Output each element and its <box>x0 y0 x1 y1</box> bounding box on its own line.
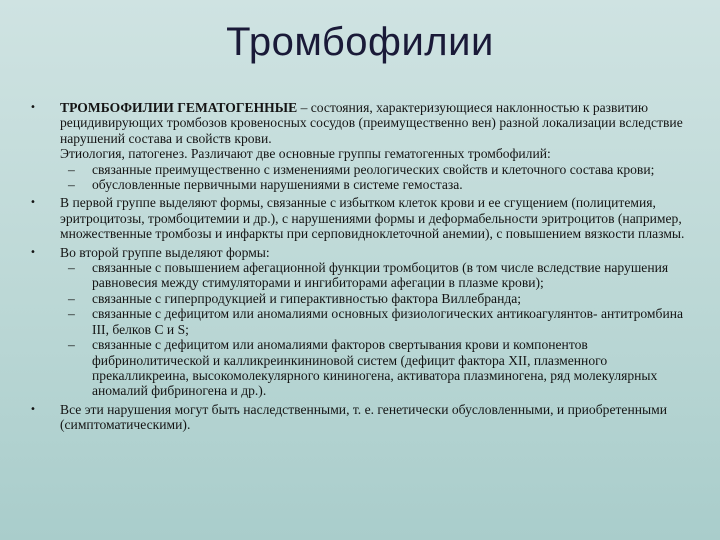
dash-marker: – <box>68 260 75 276</box>
sub-item-text: связанные преимущественно с изменениями реологических свойств и клеточного состава крови; <box>92 161 655 177</box>
dash-marker: – <box>68 337 75 353</box>
first-group-text: В первой группе выделяют формы, связанные с избытком клеток крови и ее сгущением (полицитемия, эритроцитозы, тромбоцитемии и др.), с нарушениями формы и деформабельности эритроцитов (например, множественные тромбозы и инфаркты при серповидноклеточной анемии), с повышением вязкости плазмы. <box>60 195 685 242</box>
bullet-marker: • <box>30 246 36 258</box>
sub-item-text: обусловленные первичными нарушениями в системе гемостаза. <box>92 177 463 193</box>
definition-paragraph <box>60 100 698 146</box>
sub-item <box>60 260 698 291</box>
conclusion-text: Все эти нарушения могут быть наследственными, т. е. генетически обусловленными, и приобретенными (симптоматическими). <box>60 401 668 433</box>
term-bold: ТРОМБОФИЛИИ ГЕМАТОГЕННЫЕ <box>60 100 298 115</box>
bullet-marker: • <box>30 197 36 209</box>
bullet-item-conclusion <box>28 402 698 433</box>
bullet-item-second-group <box>28 245 698 399</box>
dash-marker: – <box>68 306 75 322</box>
sub-item <box>60 177 698 192</box>
etiology-paragraph: Этиология, патогенез. Различают две основные группы гематогенных тромбофилий: <box>60 146 551 162</box>
dash-marker: – <box>68 177 75 193</box>
second-group-text: Во второй группе выделяют формы: <box>60 244 270 260</box>
dash-marker: – <box>68 290 75 306</box>
sub-item <box>60 162 698 177</box>
sub-item <box>60 306 698 337</box>
slide-title: Тромбофилии <box>226 20 494 64</box>
sub-item-text: связанные с дефицитом или аномалиями факторов свертывания крови и компонентов фибринолитической и калликреинкининовой систем (дефицит фактора XII, плазменного прекалликреина, высокомолекулярного кининогена, активатора плазминогена, ряд молекулярных аномалий фибриногена и др.). <box>92 337 658 399</box>
slide-body <box>28 100 698 433</box>
bullet-marker: • <box>30 102 36 113</box>
bullet-item-first-group <box>28 195 698 241</box>
bullet-item-definition <box>28 100 698 192</box>
sub-item <box>60 337 698 399</box>
sub-item-text: связанные с дефицитом или аномалиями основных физиологических антикоагулянтов- антитромбина III, белков С и S; <box>92 306 684 337</box>
sub-item <box>60 291 698 306</box>
definition-text: – состояния, характеризующиеся наклонностью к развитию рецидивирующих тромбозов кровеносных сосудов (преимущественно вен) разной локализации вследствие нарушений состава и свойств крови. <box>60 100 683 146</box>
sub-item-text: связанные с гиперпродукцией и гиперактивностью фактора Виллебранда; <box>92 290 522 306</box>
bullet-marker: • <box>30 403 36 415</box>
sub-item-text: связанные с повышением афегационной функции тромбоцитов (в том числе вследствие нарушения равновесия между стимуляторами и ингибиторами афегации в плазме крови); <box>92 260 669 291</box>
dash-marker: – <box>68 161 75 177</box>
